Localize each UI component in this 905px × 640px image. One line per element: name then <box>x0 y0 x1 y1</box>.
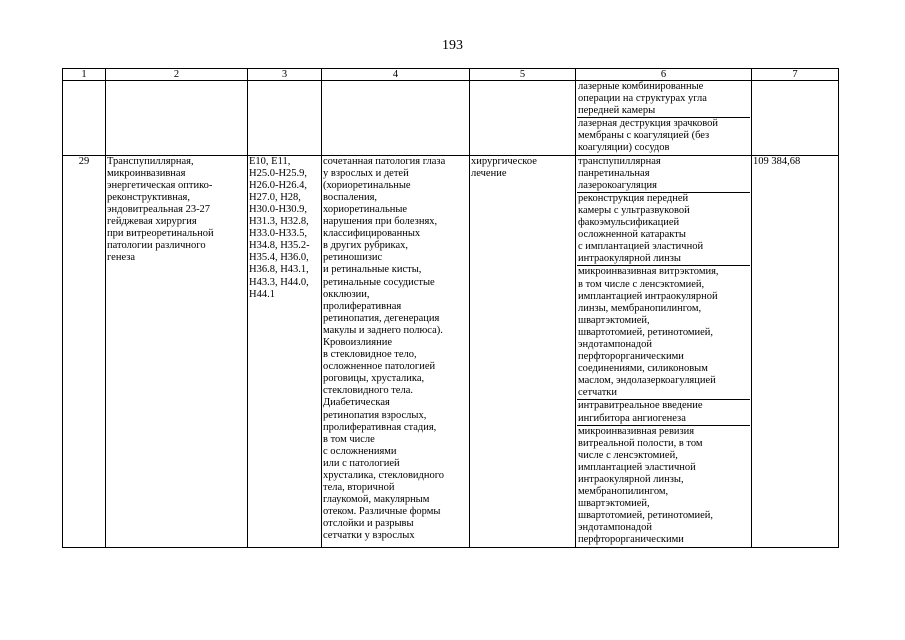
methods-cell <box>576 81 752 156</box>
price: 109 384,68 <box>752 155 839 547</box>
method-item: микроинвазивная ревизия витреальной полости, в том числе с ленсэктомией, имплантацией эластичной интраокулярной линзы, мембранопилингом, швартэктомией, швартотомией, ретинотомией, эндотампонадой перфторорганическими <box>578 425 714 546</box>
medical-services-table <box>62 68 839 548</box>
continuation-row <box>63 81 839 156</box>
method-item: лазерные комбинированные операции на структурах угла передней камеры <box>577 81 750 118</box>
row-number: 29 <box>63 155 106 547</box>
service-name: Транспупиллярная, микроинвазивная энергетическая оптико- реконструктивная, эндовитреальная 23-27 гейджевая хирургия при витреоретинальной патологии различного генеза <box>106 155 248 547</box>
column-header: 6 <box>576 69 752 81</box>
empty-cell <box>248 81 322 156</box>
method-item: микроинвазивная витрэктомия, в том числе с ленсэктомией, имплантацией интраокулярной линзы, мембранопилингом, швартэктомией, швартотомией, ретинотомией, эндотампонадой перфторорганическими соединениями, силиконовым маслом, эндолазеркоагуляцией сетчатки <box>577 266 750 400</box>
column-number-header-row <box>63 69 839 81</box>
column-header: 5 <box>470 69 576 81</box>
empty-cell <box>322 81 470 156</box>
column-header: 3 <box>248 69 322 81</box>
column-header: 7 <box>752 69 839 81</box>
method-item: транспупиллярная панретинальная лазерокоагуляция <box>577 156 750 193</box>
empty-cell <box>752 81 839 156</box>
method-item: интравитреальное введение ингибитора ангиогенеза <box>577 400 750 425</box>
empty-cell <box>106 81 248 156</box>
column-header: 2 <box>106 69 248 81</box>
method-item: лазерная деструкция зрачковой мембраны с коагуляцией (без коагуляции) сосудов <box>578 118 718 154</box>
empty-cell <box>63 81 106 156</box>
empty-cell <box>470 81 576 156</box>
method-item: реконструкция передней камеры с ультразвуковой факоэмульсификацией осложненной катаракты с имплантацией эластичной интраокулярной линзы <box>577 193 750 267</box>
icd-codes: E10, E11, H25.0-H25.9, H26.0-H26.4, H27.0, H28, H30.0-H30.9, H31.3, H32.8, H33.0-H33.5, H34.8, H35.2- H35.4, H36.0, H36.8, H43.1, H43.3, H44.0, H44.1 <box>248 155 322 547</box>
diagnosis-text: сочетанная патология глаза у взрослых и детей (хориоретинальные воспаления, хориоретинальные нарушения при болезнях, классифицированных в других рубриках, ретиношизис и ретинальные кисты, ретинальные сосудистые окклюзии, пролиферативная ретинопатия, дегенерация макулы и заднего полюса). Кровоизлияние в стекловидное тело, осложненное патологией роговицы, хрусталика, стекловидного тела. Диабетическая ретинопатия взрослых, пролиферативная стадия, в том числе с осложнениями или с патологией хрусталика, стекловидного тела, вторичной глаукомой, макулярным отеком. Различные формы отслойки и разрывы сетчатки у взрослых <box>322 155 470 547</box>
table-row <box>63 155 839 547</box>
treatment-type: хирургическое лечение <box>470 155 576 547</box>
column-header: 1 <box>63 69 106 81</box>
column-header: 4 <box>322 69 470 81</box>
methods-cell <box>576 155 752 547</box>
page-number: 193 <box>442 38 463 53</box>
